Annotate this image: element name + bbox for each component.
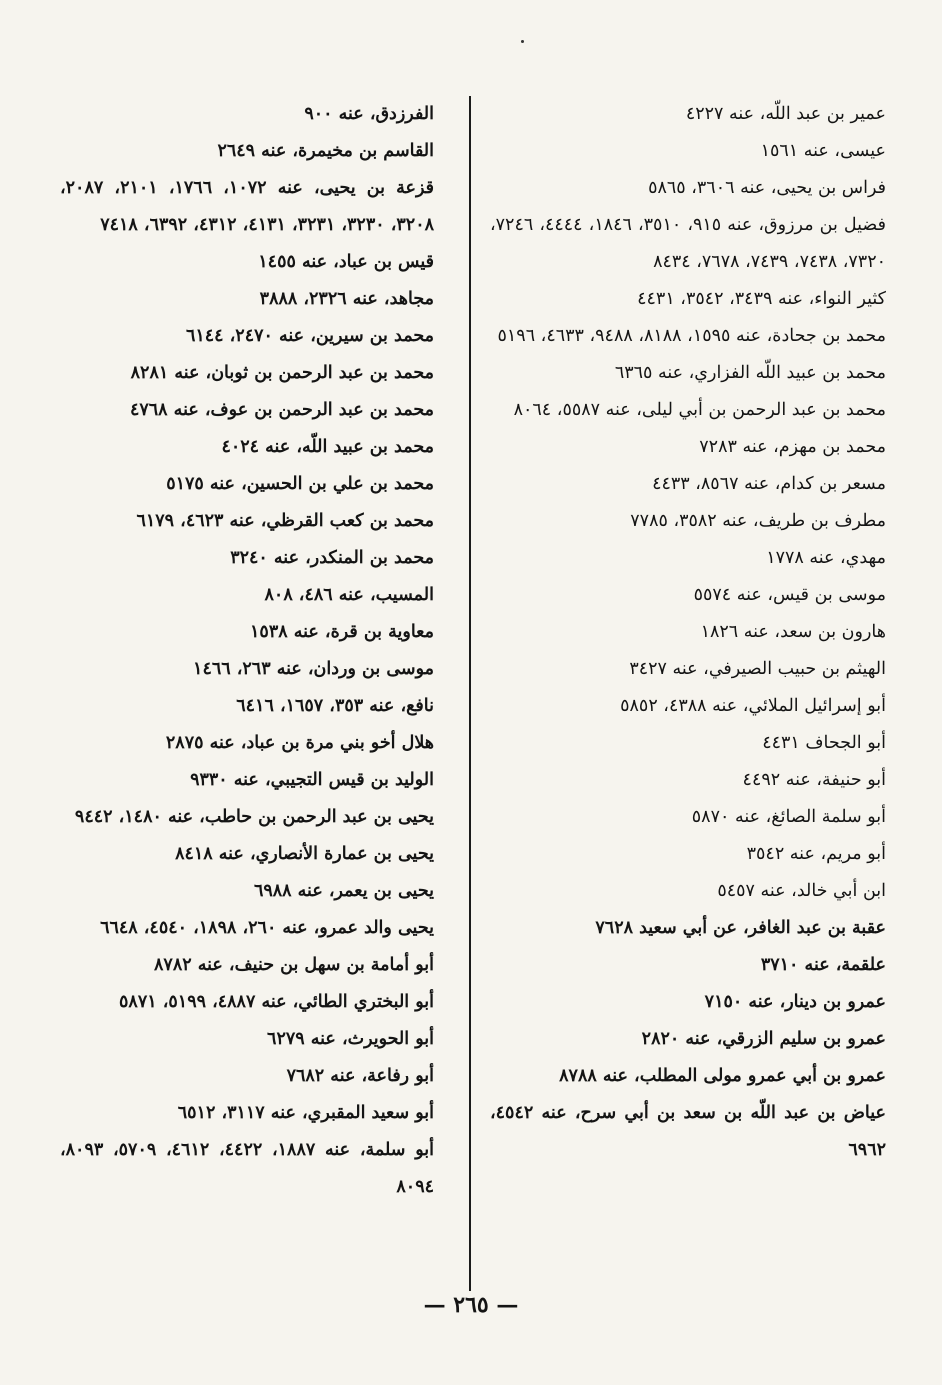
index-entry: علقمة، عنه ٣٧١٠ bbox=[760, 955, 886, 975]
index-entry: محمد بن كعب القرظي، عنه ٤٦٢٣، ٦١٧٩ bbox=[136, 511, 434, 531]
index-entry: يحيى بن عبد الرحمن بن حاطب، عنه ١٤٨٠، ٩٤٤٢ bbox=[74, 807, 434, 827]
index-entry: يحيى بن يعمر، عنه ٦٩٨٨ bbox=[253, 881, 434, 901]
index-entry: يحيى بن عمارة الأنصاري، عنه ٨٤١٨ bbox=[175, 844, 434, 864]
index-entry: أبو سعيد المقبري، عنه ٣١١٧، ٦٥١٢ bbox=[177, 1103, 434, 1123]
index-entry: أبو أمامة بن سهل بن حنيف، عنه ٨٧٨٢ bbox=[154, 955, 434, 975]
index-entry: القاسم بن مخيمرة، عنه ٢٦٤٩ bbox=[217, 141, 434, 161]
index-entry: أبو سلمة، عنه ١٨٨٧، ٤٤٢٢، ٤٦١٢، ٥٧٠٩، ٨٠٩٣، ٨٠٩٤ bbox=[60, 1140, 434, 1197]
index-entry: محمد بن سيرين، عنه ٢٤٧٠، ٦١٤٤ bbox=[185, 326, 434, 346]
scan-speck bbox=[521, 40, 524, 43]
index-entry: هلال أخو بني مرة بن عباد، عنه ٢٨٧٥ bbox=[165, 733, 434, 753]
index-entry: محمد بن عبد الرحمن بن ثوبان، عنه ٨٢٨١ bbox=[130, 363, 434, 383]
index-entry: نافع، عنه ٣٥٣، ١٦٥٧، ٦٤١٦ bbox=[236, 696, 434, 716]
index-entry: عقبة بن عبد الغافر، عن أبي سعيد ٧٦٢٨ bbox=[595, 918, 886, 938]
index-entry: أبو رفاعة، عنه ٧٦٨٢ bbox=[286, 1066, 434, 1086]
index-entry: محمد بن عبد الرحمن بن عوف، عنه ٤٧٦٨ bbox=[129, 400, 434, 420]
index-entry: قيس بن عباد، عنه ١٤٥٥ bbox=[258, 252, 434, 272]
index-entry: معاوية بن قرة، عنه ١٥٣٨ bbox=[250, 622, 434, 642]
index-entry: موسى بن وردان، عنه ٢٦٣، ١٤٦٦ bbox=[193, 659, 434, 679]
index-entry: الوليد بن قيس التجيبي، عنه ٩٣٣٠ bbox=[190, 770, 434, 790]
index-entry: أبو البختري الطائي، عنه ٤٨٨٧، ٥١٩٩، ٥٨٧١ bbox=[119, 992, 434, 1012]
column-divider bbox=[469, 96, 471, 1291]
index-entry: أبو إسرائيل الملائي، عنه ٤٣٨٨، ٥٨٥٢ bbox=[620, 696, 886, 716]
index-entry: محمد بن عبيد اللّه، عنه ٤٠٢٤ bbox=[221, 437, 434, 457]
index-entry: ابن أبي خالد، عنه ٥٤٥٧ bbox=[717, 881, 886, 901]
index-entry: أبو مريم، عنه ٣٥٤٢ bbox=[746, 844, 886, 864]
index-entry: مجاهد، عنه ٢٣٢٦، ٣٨٨٨ bbox=[259, 289, 434, 309]
page-number: — ٢٦٥ — bbox=[423, 1292, 519, 1318]
index-entry: أبو حنيفة، عنه ٤٤٩٢ bbox=[742, 770, 886, 790]
index-entry: كثير النواء، عنه ٣٤٣٩، ٣٥٤٢، ٤٤٣١ bbox=[637, 289, 886, 309]
index-entry: محمد بن عبيد اللّه الفزاري، عنه ٦٣٦٥ bbox=[614, 363, 886, 383]
index-entry: عياض بن عبد اللّه بن سعد بن أبي سرح، عنه ٤٥٤٢، ٦٩٦٢ bbox=[490, 1103, 886, 1160]
index-entry: يحيى والد عمرو، عنه ٢٦٠، ١٨٩٨، ٤٥٤٠، ٦٦٤٨ bbox=[100, 918, 434, 938]
index-entry: عمرو بن دينار، عنه ٧١٥٠ bbox=[704, 992, 886, 1012]
index-entry: عمرو بن سليم الزرقي، عنه ٢٨٢٠ bbox=[641, 1029, 886, 1049]
index-entry: محمد بن علي بن الحسين، عنه ٥١٧٥ bbox=[166, 474, 434, 494]
index-entry: أبو الحويرث، عنه ٦٢٧٩ bbox=[267, 1029, 434, 1049]
index-entry: مطرف بن طريف، عنه ٣٥٨٢، ٧٧٨٥ bbox=[630, 511, 886, 531]
index-entry: محمد بن المنكدر، عنه ٣٢٤٠ bbox=[230, 548, 434, 568]
index-entry: قزعة بن يحيى، عنه ١٠٧٢، ١٧٦٦، ٢١٠١، ٢٠٨٧، ٣٢٠٨، ٣٢٣٠، ٣٢٣١، ٤١٣١، ٤٣١٢، ٦٣٩٢، ٧٤١٨ bbox=[60, 178, 434, 235]
index-entry: عيسى، عنه ١٥٦١ bbox=[760, 141, 886, 161]
index-entry: فراس بن يحيى، عنه ٣٦٠٦، ٥٨٦٥ bbox=[648, 178, 886, 198]
index-entry: عمير بن عبد اللّه، عنه ٤٢٢٧ bbox=[685, 104, 886, 124]
index-entry: عمرو بن أبي عمرو مولى المطلب، عنه ٨٧٨٨ bbox=[559, 1066, 886, 1086]
index-column-right bbox=[490, 96, 886, 1169]
index-entry: محمد بن مهزم، عنه ٧٢٨٣ bbox=[699, 437, 886, 457]
index-entry: مهدي، عنه ١٧٧٨ bbox=[766, 548, 886, 568]
index-entry: الهيثم بن حبيب الصيرفي، عنه ٣٤٢٧ bbox=[629, 659, 886, 679]
index-entry: هارون بن سعد، عنه ١٨٢٦ bbox=[700, 622, 886, 642]
index-entry: موسى بن قيس، عنه ٥٥٧٤ bbox=[693, 585, 886, 605]
index-entry: أبو الجحاف ٤٤٣١ bbox=[762, 733, 886, 753]
index-entry: مسعر بن كدام، عنه ٨٥٦٧، ٤٤٣٣ bbox=[652, 474, 886, 494]
index-entry: الفرزدق، عنه ٩٠٠ bbox=[304, 104, 434, 124]
index-entry: أبو سلمة الصائغ، عنه ٥٨٧٠ bbox=[691, 807, 886, 827]
index-entry: فضيل بن مرزوق، عنه ٩١٥، ٣٥١٠، ١٨٤٦، ٤٤٤٤، ٧٢٤٦، ٧٣٢٠، ٧٤٣٨، ٧٤٣٩، ٧٦٧٨، ٨٤٣٤ bbox=[490, 215, 886, 272]
index-entry: محمد بن جحادة، عنه ١٥٩٥، ٨١٨٨، ٩٤٨٨، ٤٦٣٣، ٥١٩٦ bbox=[497, 326, 886, 346]
index-column-left bbox=[60, 96, 434, 1206]
index-entry: محمد بن عبد الرحمن بن أبي ليلى، عنه ٥٥٨٧، ٨٠٦٤ bbox=[513, 400, 886, 420]
index-entry: المسيب، عنه ٤٨٦، ٨٠٨ bbox=[264, 585, 434, 605]
